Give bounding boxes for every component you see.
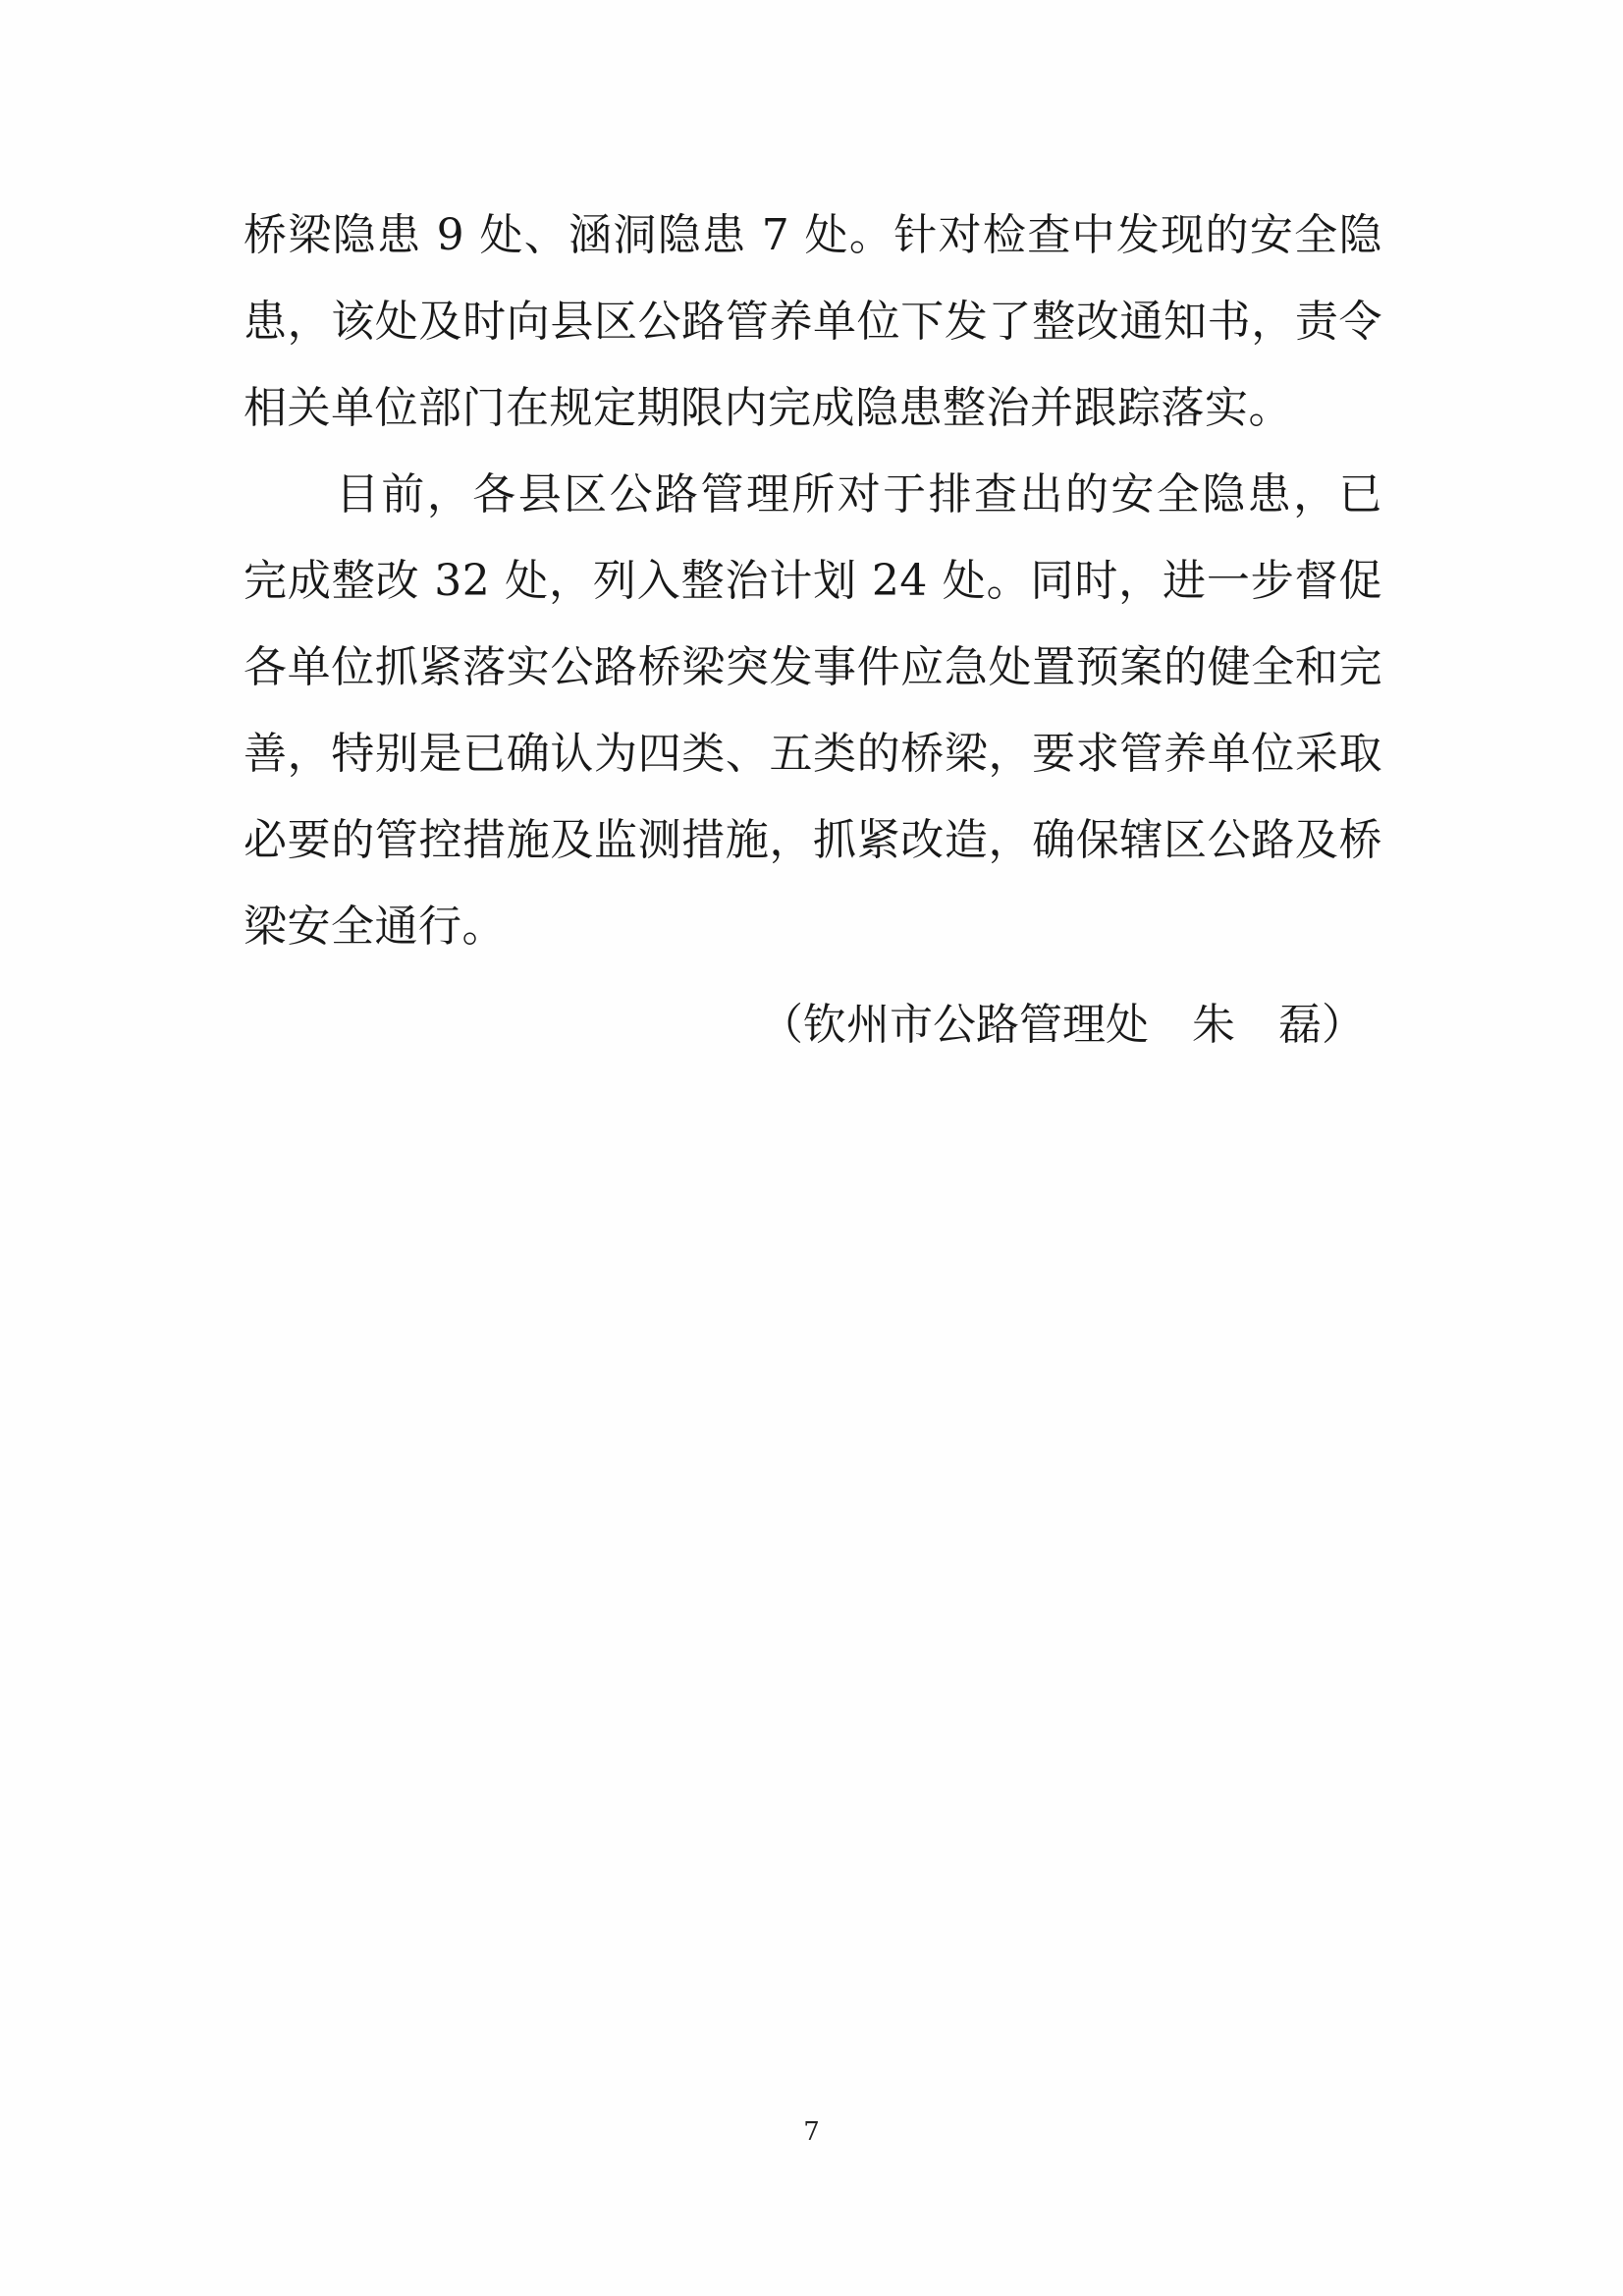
page-number: 7 [803,2117,820,2147]
document-signature: （钦州市公路管理处 朱 磊） [760,1000,1365,1050]
body-paragraph: 桥梁隐患 9 处、涵洞隐患 7 处。针对检查中发现的安全隐患，该处及时向县区公路管养单位下发了整改通知书，责令相关单位部门在规定期限内完成隐患整治并跟踪落实。 [243,210,1382,433]
document-body [243,192,1382,1068]
body-paragraph: 目前，各县区公路管理所对于排查出的安全隐患，已完成整改 32 处，列入整治计划 24 处。同时，进一步督促各单位抓紧落实公路桥梁突发事件应急处置预案的健全和完善，特别是已确认为四类、五类的桥梁，要求管养单位采取必要的管控措施及监测措施，抓紧改造，确保辖区公路及桥梁安全通行。 [243,469,1382,952]
